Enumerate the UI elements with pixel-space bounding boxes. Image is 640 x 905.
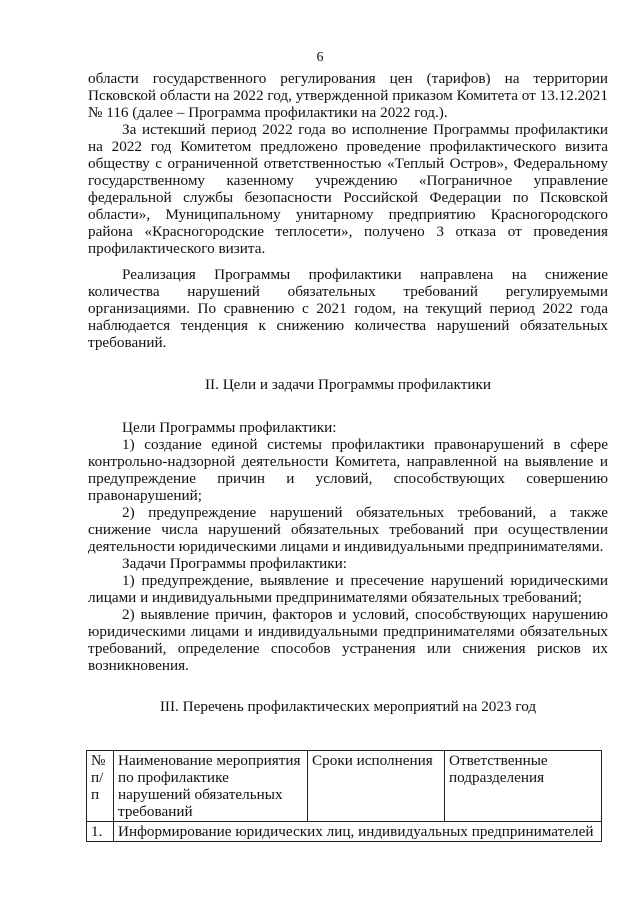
header-responsible: Ответственные подразделения — [445, 751, 602, 822]
paragraph-visits: За истекший период 2022 года во исполнение Программы профилактики на 2022 год Комитетом предложено проведение профилактического визита обществу с ограниченной ответственностью «Теплый Остров», Федеральному государственному казенному учреждению «Пограничное управление федеральной службы безопасности Российской Федерации по Псковской области», Муниципальному унитарному предприятию Красногородского района «Красногородские теплосети», получено 3 отказа от проведения профилактического визита. — [88, 121, 608, 257]
page-number: 6 — [316, 50, 324, 65]
row-text: Информирование юридических лиц, индивидуальных предпринимателей — [114, 822, 602, 842]
section-2-heading: II. Цели и задачи Программы профилактики — [204, 376, 491, 393]
task-item-2: 2) выявление причин, факторов и условий, способствующих нарушению юридическими лицами и индивидуальными предпринимателями обязательных требований, определение способов устранения или снижения рисков их возникновения. — [88, 606, 608, 674]
measures-table — [86, 750, 602, 842]
task-item-1: 1) предупреждение, выявление и пресечение нарушений юридическими лицами и индивидуальными предпринимателями обязательных требований; — [88, 572, 608, 606]
document-body — [88, 70, 608, 715]
goal-item-1: 1) создание единой системы профилактики правонарушений в сфере контрольно-надзорной деятельности Комитета, направленной на выявление и предупреждение причин и условий, способствующих совершению правонарушений; — [88, 436, 608, 504]
paragraph-continuation: области государственного регулирования цен (тарифов) на территории Псковской области на 2022 год, утвержденной приказом Комитета от 13.12.2021 № 116 (далее – Программа профилактики на 2022 год.). — [88, 70, 608, 121]
section-3-heading: III. Перечень профилактических мероприятий на 2023 год — [159, 698, 537, 715]
paragraph-results: Реализация Программы профилактики направлена на снижение количества нарушений обязательных требований регулируемыми организациями. По сравнению с 2021 годом, на текущий период 2022 года наблюдается тенденция к снижению количества нарушений обязательных требований. — [88, 266, 608, 351]
table-header-row — [87, 751, 602, 822]
tasks-title: Задачи Программы профилактики: — [122, 555, 347, 572]
header-number: № п/п — [87, 751, 114, 822]
header-measure-name: Наименование мероприятия по профилактике нарушений обязательных требований — [114, 751, 308, 822]
header-deadlines: Сроки исполнения — [308, 751, 445, 822]
row-number: 1. — [87, 822, 114, 842]
goal-item-2: 2) предупреждение нарушений обязательных требований, а также снижение числа нарушений обязательных требований при осуществлении деятельности юридическими лицами и индивидуальными предпринимателями. — [88, 504, 608, 555]
goals-title: Цели Программы профилактики: — [122, 419, 337, 436]
table-row — [87, 822, 602, 842]
